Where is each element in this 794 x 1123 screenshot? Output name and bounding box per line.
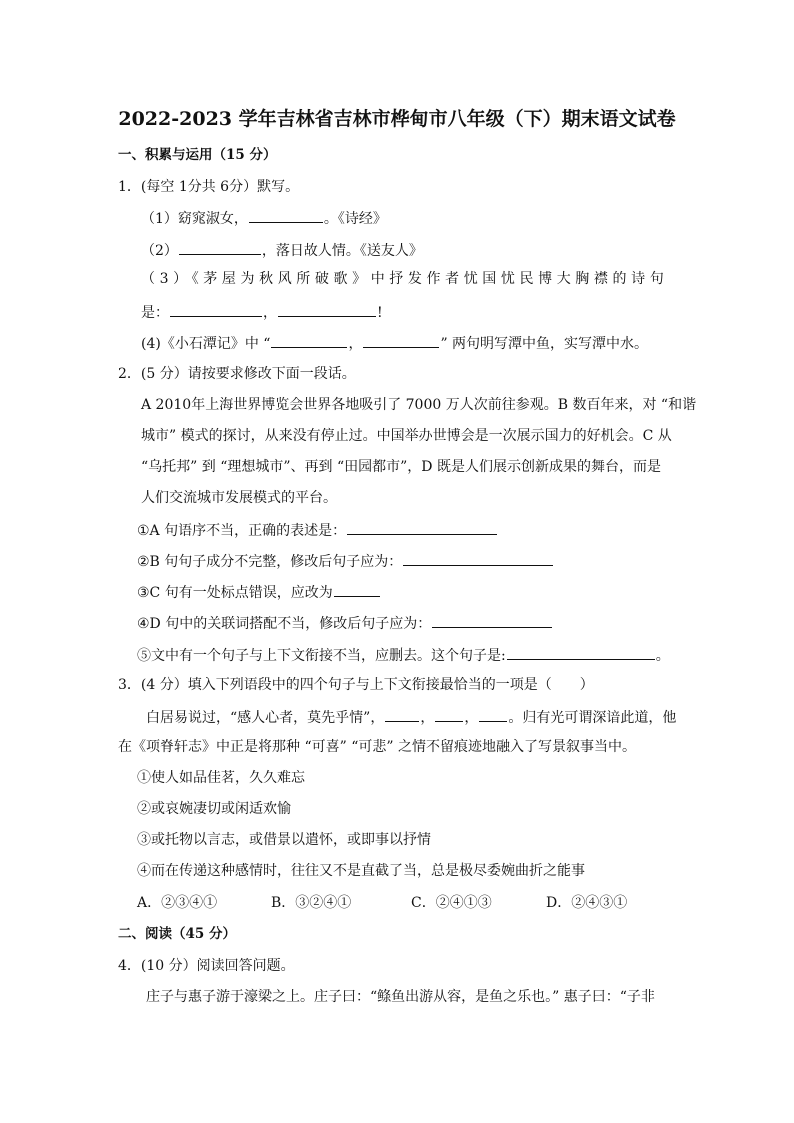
answer-blank[interactable] — [278, 302, 376, 317]
q3-option-sentence-2: ②或哀婉凄切或闲适欢愉 — [137, 801, 291, 817]
q3-option-sentence-3: ③或托物以言志，或借景以遣怀，或即事以抒情 — [137, 832, 431, 848]
q2-sub-4-text: ④D 句中的关联词搭配不当，修改后句子应为： — [137, 616, 432, 632]
choice-b[interactable]: B．③②④① — [271, 895, 352, 911]
answer-blank[interactable] — [435, 707, 463, 722]
q2-subquestion-2 — [137, 551, 554, 571]
q1-line-4-text-c: ” 两句明写潭中鱼，实写潭中水。 — [440, 336, 649, 352]
answer-blank[interactable] — [179, 240, 261, 255]
q3-para-text-b: 。归有光可谓深谙此道，他 — [508, 710, 677, 726]
q1-line-3: （3）《茅屋为秋风所破歌》中抒发作者忧国忧民博大胸襟的诗句 — [141, 271, 669, 287]
q1-line-4 — [141, 333, 648, 353]
q2-sub-2-text: ②B 句句子成分不完整，修改后句子应为： — [137, 554, 403, 570]
q3-para-comma: ， — [420, 710, 435, 726]
q3-paragraph-line: 在《项脊轩志》中正是将那种 “可喜” “可悲” 之情不留痕迹地融入了写景叙事当中。 — [118, 739, 636, 755]
answer-blank[interactable] — [479, 707, 507, 722]
q2-subquestion-4 — [137, 613, 553, 633]
q2-sub-5-text: ⑤文中有一个句子与上下文衔接不当，应删去。这个句子是: — [137, 648, 506, 664]
answer-blank[interactable] — [385, 707, 419, 722]
answer-blank[interactable] — [363, 333, 439, 348]
q3-stem: 3．(4 分）填入下列语段中的四个句子与上下文衔接最恰当的一项是（ ） — [118, 677, 594, 693]
section-2-heading: 二、阅读（45 分） — [118, 926, 236, 942]
q2-stem: 2．(5 分）请按要求修改下面一段话。 — [118, 366, 356, 382]
q2-subquestion-5 — [137, 645, 670, 665]
q1-line-2-text-a: （2） — [141, 243, 178, 259]
q1-line-3-cont — [141, 302, 383, 322]
q2-subquestion-1 — [137, 520, 498, 540]
answer-blank[interactable] — [249, 208, 323, 223]
q3-para-comma: ， — [464, 710, 479, 726]
q1-line-3-text-b: 是： — [141, 305, 169, 321]
q1-line-2-text-b: ，落日故人情。《送友人》 — [261, 243, 423, 259]
q2-sub-5-end: 。 — [655, 648, 670, 664]
answer-blank[interactable] — [432, 613, 552, 628]
section-1-heading: 一、积累与运用（15 分） — [118, 147, 277, 163]
answer-blank[interactable] — [507, 645, 655, 660]
q1-line-4-text-b: ， — [348, 336, 363, 352]
page-title: 2022-2023 学年吉林省吉林市桦甸市八年级（下）期末语文试卷 — [118, 108, 676, 130]
answer-blank[interactable] — [170, 302, 262, 317]
q1-line-2 — [141, 240, 423, 260]
choice-d[interactable]: D．②④③① — [546, 895, 628, 911]
q1-stem: 1．(每空 1分共 6分）默写。 — [118, 179, 300, 195]
answer-blank[interactable] — [403, 551, 553, 566]
q2-sub-1-text: ①A 句语序不当，正确的表述是： — [137, 523, 347, 539]
q1-line-1-text-b: 。《诗经》 — [323, 211, 387, 227]
q3-option-sentence-4: ④而在传递这种感情时，往往又不是直截了当，总是极尽委婉曲折之能事 — [137, 863, 585, 879]
q2-paragraph-line: 人们交流城市发展模式的平台。 — [141, 490, 337, 506]
q1-line-1-text-a: （1）窈窕淑女， — [141, 211, 248, 227]
q3-option-sentence-1: ①使人如品佳茗，久久难忘 — [137, 770, 305, 786]
q2-subquestion-3 — [137, 582, 381, 602]
q3-para-text-a: 白居易说过，“感人心者，莫先乎情”， — [146, 710, 385, 726]
q2-paragraph-line: 城市” 模式的探讨，从来没有停止过。中国举办世博会是一次展示国力的好机会。C 从 — [141, 428, 672, 444]
q1-line-3-text-d: ! — [377, 305, 383, 321]
q3-paragraph-line — [146, 707, 676, 727]
q2-sub-3-text: ③C 句有一处标点错误，应改为 — [137, 585, 333, 601]
q1-line-4-text-a: (4)《小石潭记》中 “ — [141, 336, 271, 352]
q2-paragraph-line: A 2010年上海世界博览会世界各地吸引了 7000 万人次前往参观。B 数百年来，对 “和谐 — [141, 397, 697, 413]
choice-a[interactable]: A．②③④① — [137, 895, 218, 911]
q1-line-1 — [141, 208, 387, 228]
q2-paragraph-line: “乌托邦” 到 “理想城市”、再到 “田园都市”，D 既是人们展示创新成果的舞台，而是 — [141, 459, 661, 475]
answer-blank[interactable] — [334, 582, 380, 597]
q4-passage-line: 庄子与惠子游于濠梁之上。庄子曰：“鲦鱼出游从容，是鱼之乐也。” 惠子曰：“子非 — [146, 989, 655, 1005]
answer-blank[interactable] — [271, 333, 347, 348]
q1-line-3-text-c: ， — [263, 305, 277, 321]
choice-c[interactable]: C．②④①③ — [411, 895, 492, 911]
answer-blank[interactable] — [347, 520, 497, 535]
q4-stem: 4．(10 分）阅读回答问题。 — [118, 958, 295, 974]
